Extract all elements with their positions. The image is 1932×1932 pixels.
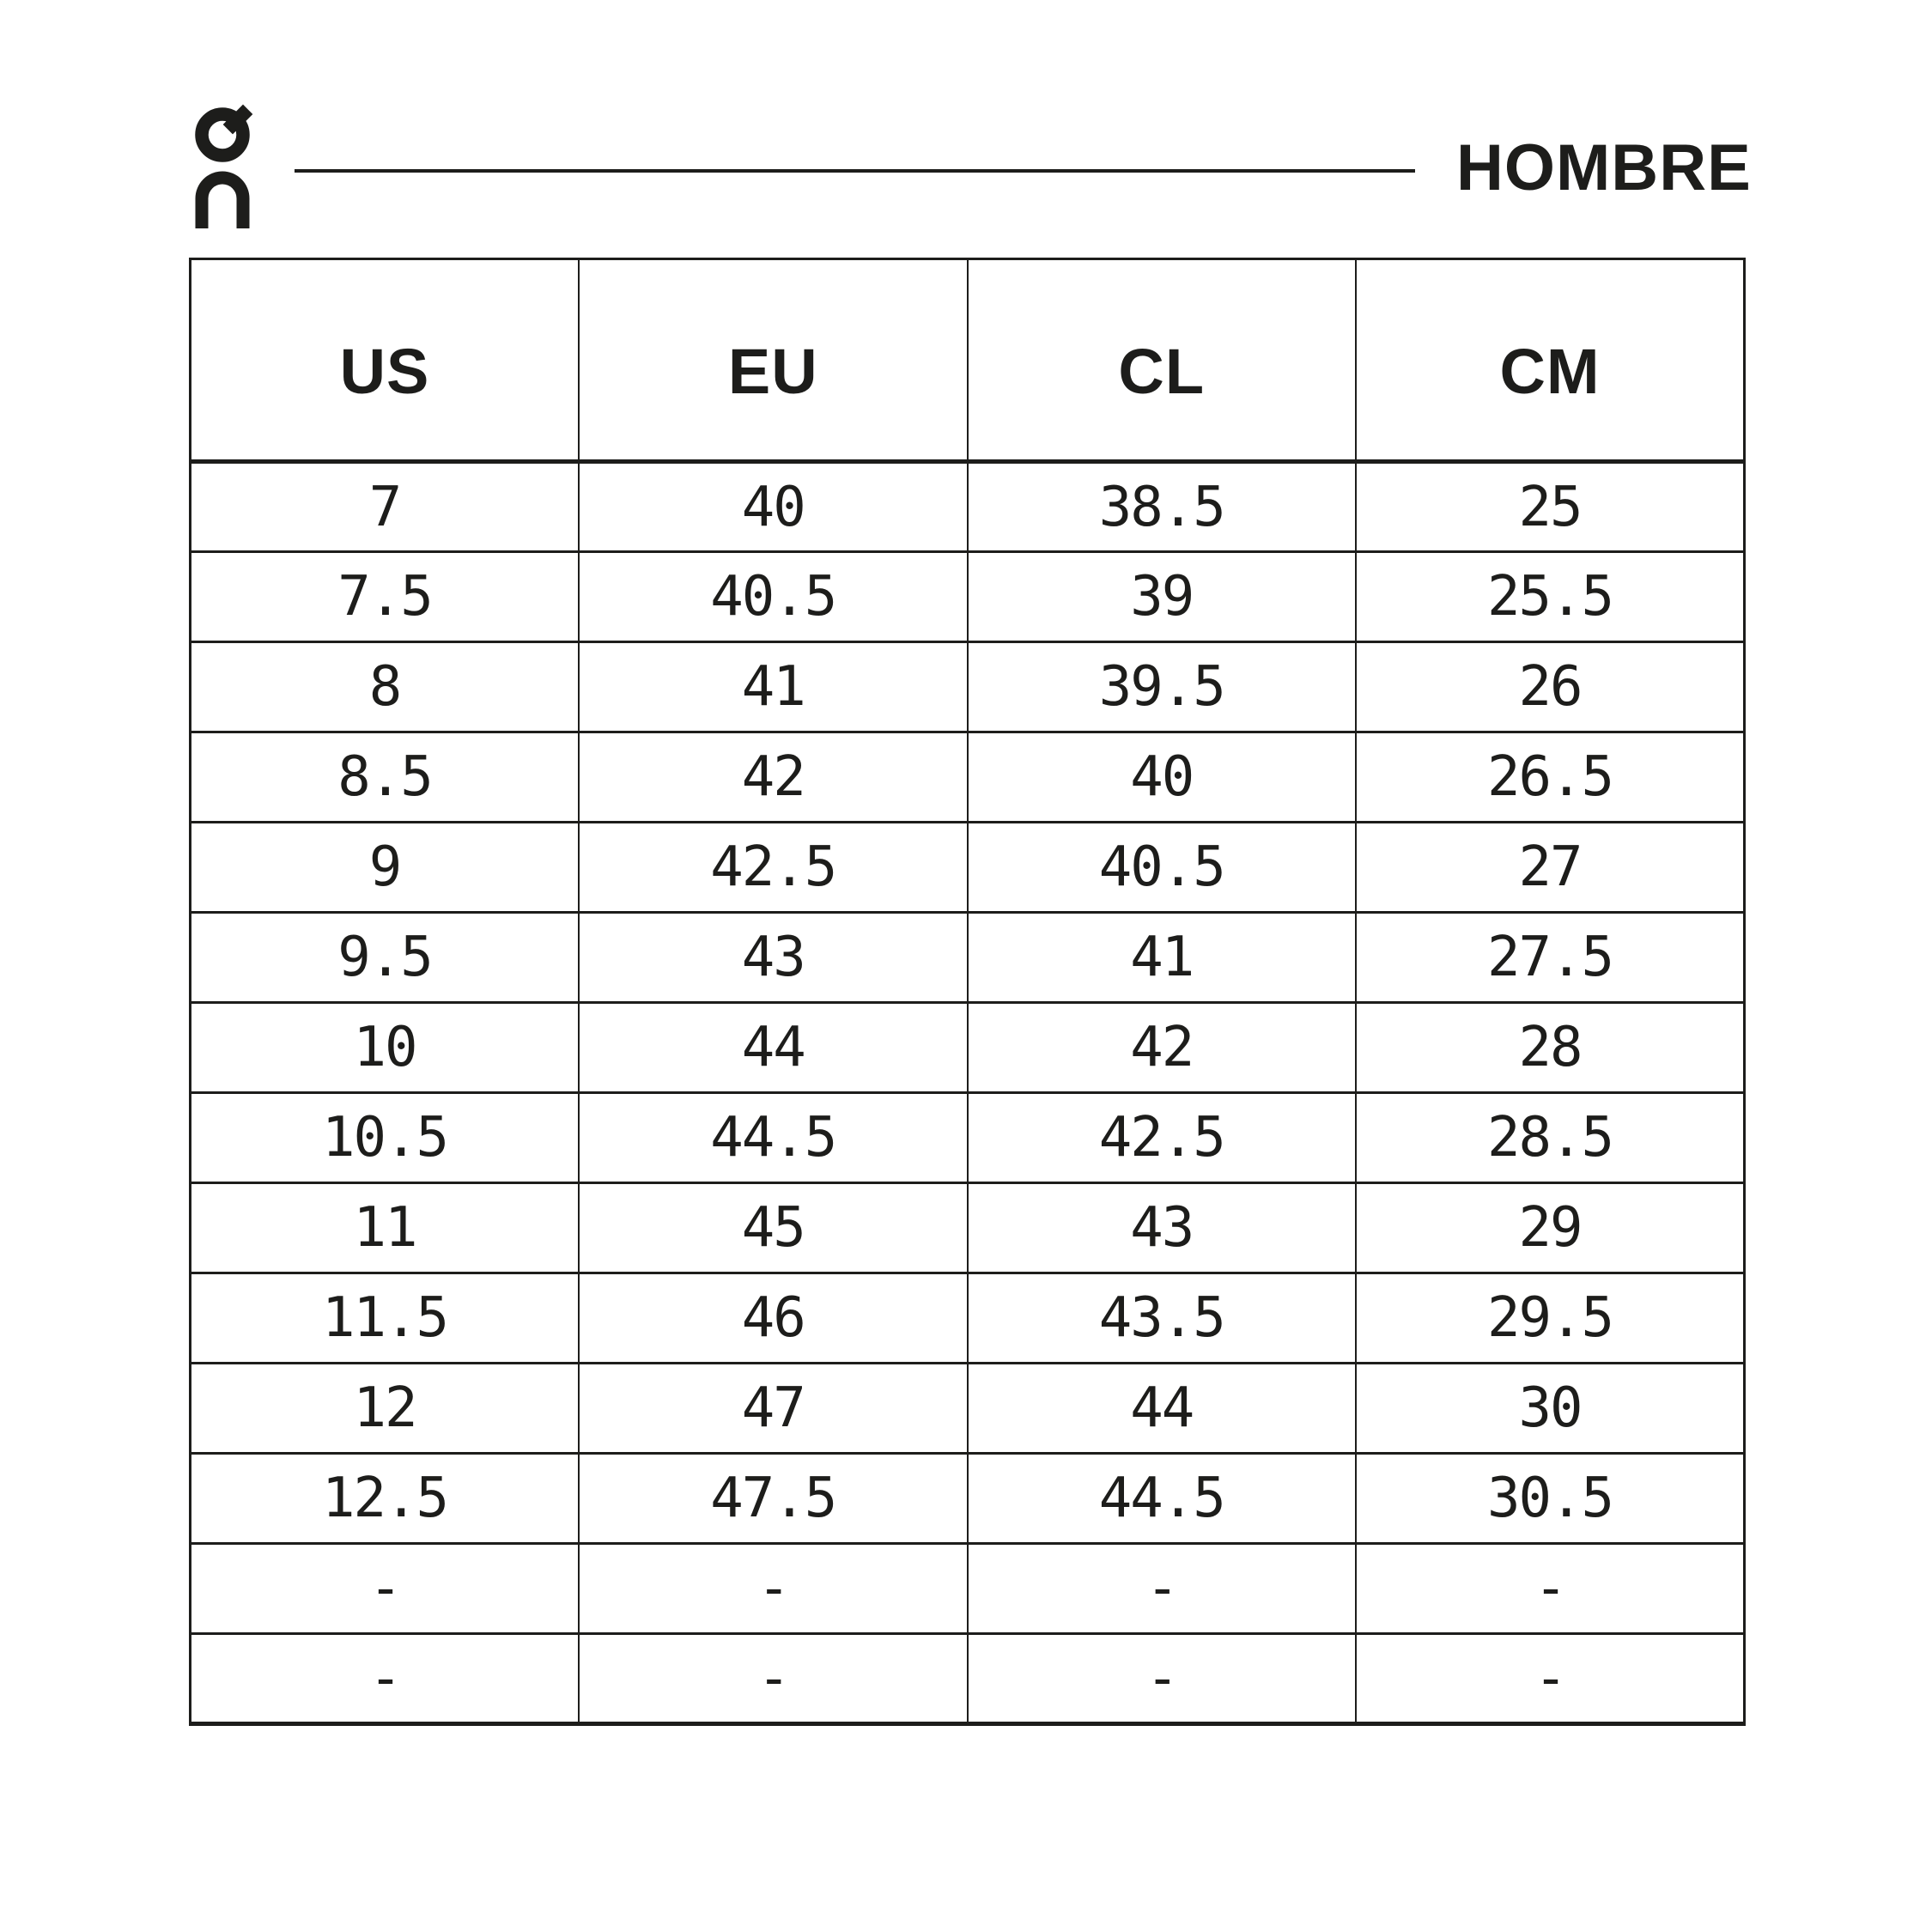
size-table-body	[191, 462, 1745, 1724]
on-logo	[194, 101, 258, 230]
table-row	[191, 552, 1745, 642]
size-cell: 28	[1356, 1003, 1745, 1093]
size-cell: -	[579, 1634, 968, 1724]
size-cell: 43	[968, 1183, 1357, 1273]
table-row	[191, 1273, 1745, 1364]
size-cell: 25.5	[1356, 552, 1745, 642]
size-cell: 41	[579, 642, 968, 732]
size-cell: 11	[191, 1183, 580, 1273]
size-cell: 11.5	[191, 1273, 580, 1364]
size-cell: -	[968, 1634, 1357, 1724]
size-cell: 47	[579, 1364, 968, 1454]
gender-title: HOMBRE	[1456, 131, 1752, 204]
size-cell: 40.5	[579, 552, 968, 642]
size-cell: 47.5	[579, 1454, 968, 1544]
size-cell: 7.5	[191, 552, 580, 642]
size-cell: 39.5	[968, 642, 1357, 732]
size-cell: 9	[191, 823, 580, 913]
size-cell: -	[1356, 1634, 1745, 1724]
size-cell: 29	[1356, 1183, 1745, 1273]
size-cell: 12.5	[191, 1454, 580, 1544]
size-cell: -	[579, 1544, 968, 1634]
table-row	[191, 642, 1745, 732]
size-cell: -	[1356, 1544, 1745, 1634]
size-cell: 25	[1356, 462, 1745, 552]
column-header-eu: EU	[579, 259, 968, 462]
size-cell: -	[968, 1544, 1357, 1634]
table-row	[191, 1003, 1745, 1093]
size-cell: 43.5	[968, 1273, 1357, 1364]
size-cell: 38.5	[968, 462, 1357, 552]
size-cell: 45	[579, 1183, 968, 1273]
header-row	[191, 259, 1745, 462]
size-cell: 44	[968, 1364, 1357, 1454]
size-cell: 40	[579, 462, 968, 552]
size-cell: -	[191, 1634, 580, 1724]
size-cell: 7	[191, 462, 580, 552]
size-cell: 12	[191, 1364, 580, 1454]
table-row	[191, 913, 1745, 1003]
table-row	[191, 1093, 1745, 1183]
size-cell: 10	[191, 1003, 580, 1093]
size-cell: 42.5	[968, 1093, 1357, 1183]
size-cell: 39	[968, 552, 1357, 642]
size-cell: 44.5	[968, 1454, 1357, 1544]
column-header-cl: CL	[968, 259, 1357, 462]
header-divider-line	[295, 169, 1415, 173]
table-row	[191, 1183, 1745, 1273]
size-table	[189, 258, 1746, 1726]
size-cell: 30	[1356, 1364, 1745, 1454]
size-cell: 42	[968, 1003, 1357, 1093]
size-cell: 46	[579, 1273, 968, 1364]
column-header-cm: CM	[1356, 259, 1745, 462]
size-table-header	[191, 259, 1745, 462]
size-cell: 42.5	[579, 823, 968, 913]
column-header-us: US	[191, 259, 580, 462]
table-row	[191, 1634, 1745, 1724]
table-row	[191, 1454, 1745, 1544]
table-row	[191, 823, 1745, 913]
table-row	[191, 462, 1745, 552]
size-cell: 8	[191, 642, 580, 732]
table-row	[191, 732, 1745, 823]
table-row	[191, 1544, 1745, 1634]
size-cell: 28.5	[1356, 1093, 1745, 1183]
size-cell: 44	[579, 1003, 968, 1093]
size-cell: 41	[968, 913, 1357, 1003]
size-cell: 40.5	[968, 823, 1357, 913]
size-cell: 27	[1356, 823, 1745, 913]
size-cell: 30.5	[1356, 1454, 1745, 1544]
size-cell: 43	[579, 913, 968, 1003]
size-cell: 9.5	[191, 913, 580, 1003]
size-table-container	[189, 258, 1746, 1726]
size-cell: 44.5	[579, 1093, 968, 1183]
size-cell: 27.5	[1356, 913, 1745, 1003]
size-cell: 29.5	[1356, 1273, 1745, 1364]
size-cell: -	[191, 1544, 580, 1634]
size-cell: 8.5	[191, 732, 580, 823]
size-cell: 26	[1356, 642, 1745, 732]
size-cell: 10.5	[191, 1093, 580, 1183]
on-logo-icon	[194, 101, 258, 230]
size-cell: 26.5	[1356, 732, 1745, 823]
table-row	[191, 1364, 1745, 1454]
size-cell: 42	[579, 732, 968, 823]
size-cell: 40	[968, 732, 1357, 823]
